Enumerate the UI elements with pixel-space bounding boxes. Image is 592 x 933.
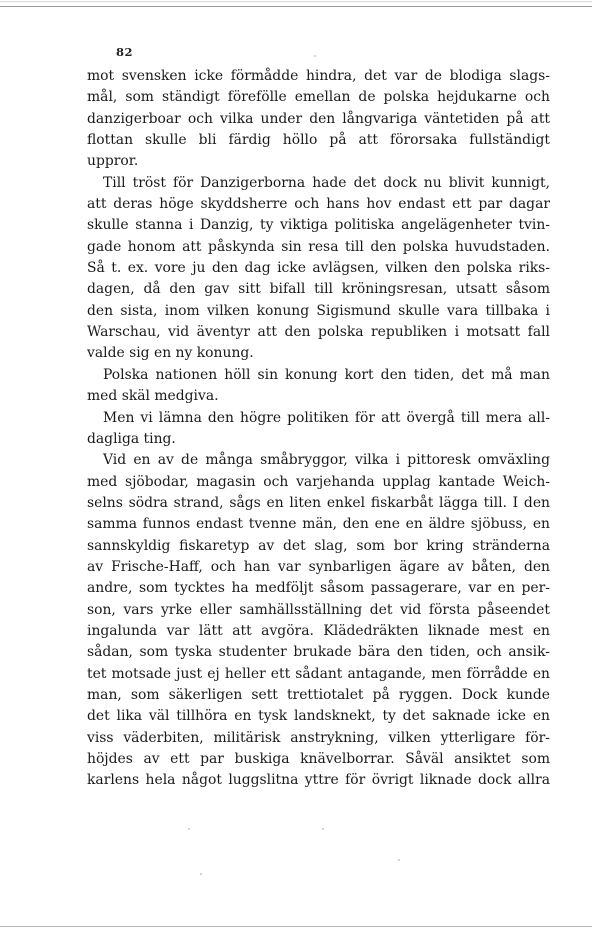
- text-line: viss väderbiten, militärisk anstrykning, vilken ytterligare för-: [87, 729, 550, 746]
- scan-speck: [188, 828, 190, 830]
- text-line: med sjöbodar, magasin och varjehanda upplag kantade Weich-: [87, 473, 550, 490]
- text-line: att deras höge skyddsherre och hans hov endast ett par dagar: [87, 196, 550, 213]
- text-line: andre, som tycktes ha medföljt såsom passagerare, var en per-: [87, 580, 550, 597]
- page-number: 82: [116, 45, 134, 59]
- text-line: Till tröst för Danzigerborna hade det dock nu blivit kunnigt,: [103, 174, 550, 191]
- scan-speck: [322, 828, 324, 830]
- top-edge-line: [0, 1, 592, 2]
- text-line: Men vi lämna den högre politiken för att övergå till mera all-: [103, 409, 550, 426]
- text-line: karlens hela något luggslitna yttre för övrigt liknade dock allra: [87, 772, 550, 789]
- text-line: det lika väl tillhöra en tysk landsknekt, ty det saknade icke en: [87, 708, 550, 725]
- scan-speck: [398, 859, 400, 861]
- text-line: av Frische-Haff, och han var synbarligen ägare av båten, den: [87, 558, 550, 575]
- text-line: dagen, då den gav sitt bifall till kröningsresan, utsatt såsom: [87, 281, 550, 298]
- text-line: samma funnos endast tvenne män, den ene en äldre sjöbuss, en: [87, 516, 550, 533]
- text-line: den sista, inom vilken konung Sigismund skulle vara tillbaka i: [87, 302, 550, 319]
- text-line: man, som säkerligen sett trettiotalet på ryggen. Dock kunde: [87, 686, 550, 703]
- text-line: Så t. ex. vore ju den dag icke avlägsen, vilken den polska riks-: [87, 260, 550, 277]
- text-line: sannskyldig fiskaretyp av det slag, som bor kring stränderna: [87, 537, 550, 554]
- scan-speck: [200, 873, 202, 875]
- text-line: mot svensken icke förmådde hindra, det var de blodiga slags-: [87, 68, 550, 84]
- text-line: höjdes av ett par buskiga knävelborrar. Såväl ansiktet som: [87, 751, 550, 767]
- text-line: ingalunda var lätt att avgöra. Klädedräkten liknade mest en: [87, 622, 550, 639]
- text-line: dagliga ting.: [87, 430, 176, 447]
- scan-speck: [314, 55, 316, 57]
- text-line: valde sig en ny konung.: [87, 345, 254, 362]
- text-line: mål, som ständigt förefölle emellan de polska hejdukarne och: [87, 89, 550, 106]
- text-line: flottan skulle bli färdig höllo på att förorsaka fullständigt: [87, 132, 550, 149]
- text-line: med skäl medgiva.: [87, 388, 219, 405]
- text-line: Vid en av de många småbryggor, vilka i pittoresk omväxling: [103, 452, 550, 469]
- text-line: gade honom att påskynda sin resa till den polska huvudstaden.: [87, 238, 550, 255]
- text-line: danzigerboar och vilka under den långvariga väntetiden på att: [87, 110, 550, 127]
- text-line: son, vars yrke eller samhällsställning det vid första påseendet: [87, 601, 550, 618]
- body-text: [87, 66, 550, 792]
- bottom-border-line: [0, 926, 592, 927]
- text-line: tet motsade just ej heller ett sådant antagande, men förrådde en: [87, 665, 550, 682]
- text-line: Polska nationen höll sin konung kort den tiden, det må man: [103, 366, 550, 383]
- text-line: Warschau, vid äventyr att den polska republiken i motsatt fall: [87, 324, 550, 341]
- text-line: sådan, som tyska studenter brukade bära den tiden, och ansik-: [87, 644, 550, 661]
- top-border-line: [0, 6, 592, 7]
- text-line: skulle stanna i Danzig, ty viktiga politiska angelägenheter tvin-: [87, 217, 550, 234]
- text-line: uppror.: [87, 153, 139, 170]
- text-line: selns södra strand, sågs en liten enkel fiskarbåt lägga till. I den: [87, 494, 550, 511]
